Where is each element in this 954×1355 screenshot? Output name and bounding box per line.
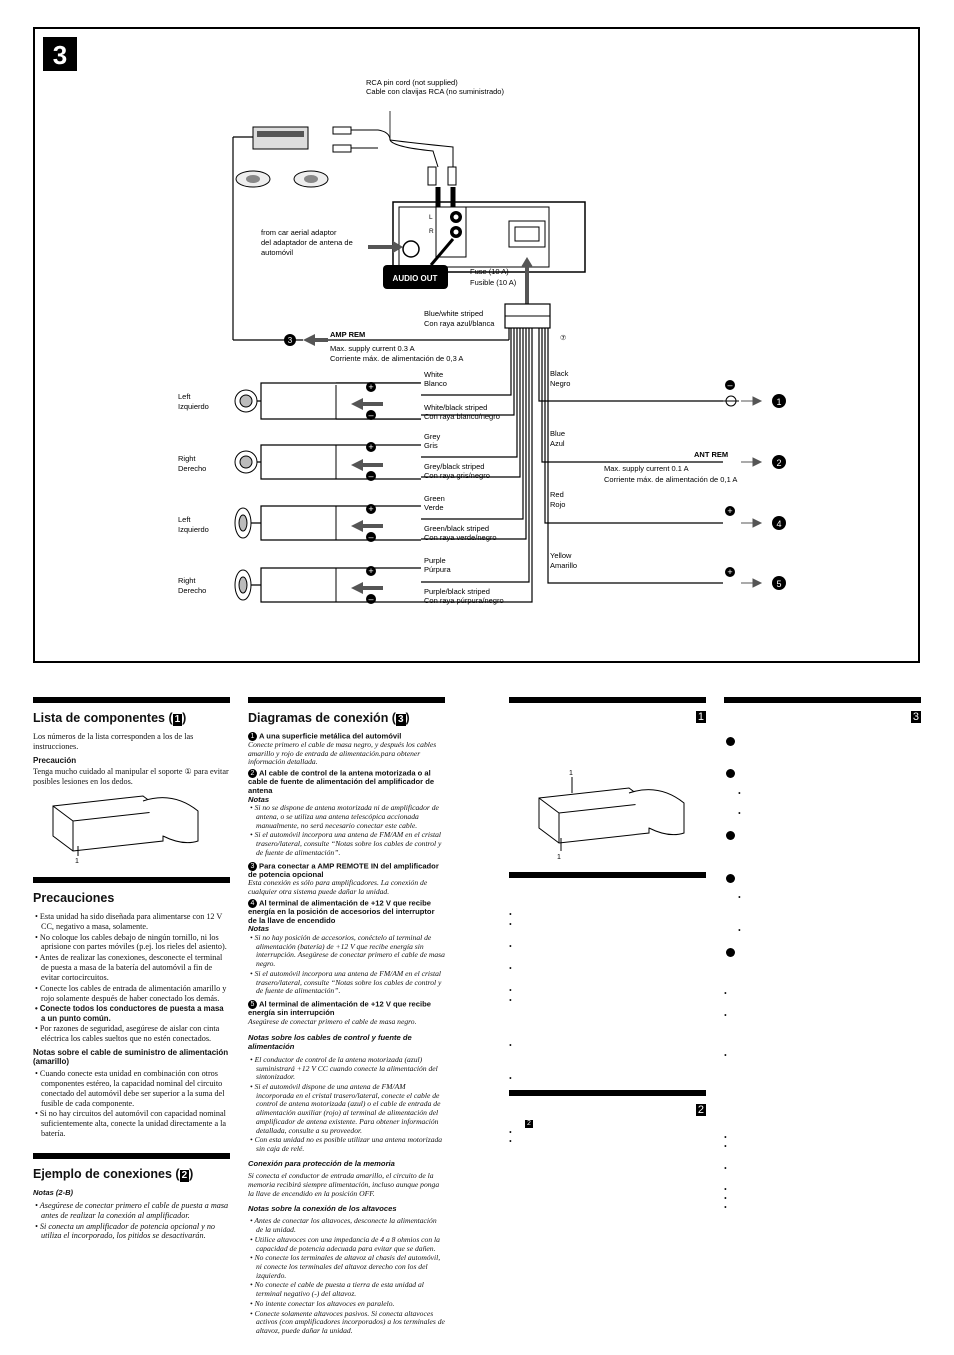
- spk-left-1-es: Izquierdo: [178, 402, 209, 411]
- nc-head: Notas sobre los cables de control y fuente de alimentación: [248, 1033, 412, 1052]
- wiring-diagram: [33, 27, 920, 663]
- amp-max-es: Corriente máx. de alimentación de 0,3 A: [330, 354, 464, 363]
- column-2: Diagramas de conexión ( 3 ) 1 A una superficie metálica del automóvil Conecte primero el cable de masa negro, y después los cables amarillo y rojo de entrada de alimentación.para obtener información detallada. 2 Al cable de control de la antena motorizada o al cable de fuente de alimentación del amplificador de antena Notas • Si no se dispone de antena motorizada ni de amplificador de antena, o se utiliza una antena telescópica accionada manualmente, no será necesario conectar este cable. • Si el automóvil incorpora una antena de FM/AM en el cristal trasero/lateral, consulte “Notas sobre los cables de control y de fuente de alimentación”. 3 Para conectar a AMP REMOTE IN del amplificador de potencia opcional Esta conexión es sólo para amplificadores. La conexión de cualquier otra sistema puede dañar la unidad. 4 Al terminal de alimentación de +12 V que recibe energía en la posición de accesorios del interruptor de la llave de encendido Notas • Si no hay posición de accesorios, conéctelo al terminal de alimentación (batería) de +12 V que recibe energía sin interrupción. Asegúrese de conectar primero el cable de masa negro. • Si el automóvil incorpora una antena de FM/AM en el cristal trasero/lateral, consulte “Notas sobre los cables de control y de fuente de alimentación”. 5 Al terminal de alimentación de +12 V que recibe energía sin interrupción Asegúrese de conectar primero el cable de masa negro. Notas sobre los cables de control y fuente de alimentación • El conductor de control de la antena motorizada (azul) suministrará +12 V CC cuando conecte la alimentación del sintonizador. • Si el automóvil dispone de una antena de FM/AM incorporada en el cristal trasero/lateral, conecte el cable de control de antena motorizada (azul) o el cable de entrada de alimentación auxiliar (rojo) al terminal de alimentación del amplificador de antena existente. Para obtener información detallada, consulte a su proveedor. • Con esta unidad no es posible utilizar una antena motorizada sin caja de relé. Conexión para protección de la memoria Si conecta el conductor de entrada amarillo, el circuito de la memoria recibirá siempre alimentación, incluso aunque ponga la llave de encendido en la posición OFF. Notas sobre la conexión de los altavoces • Antes de conectar los altavoces, desconecte la alimentación de la unidad. • Utilice altavoces con una impedancia de 4 a 8 ohmios con la capacidad de potencia adecuada para evitar que se dañen. • No conecte los terminales de altavoz al chasis del automóvil, ni conecte los terminales del altavoz derecho con los del izquierdo. • No conecte el cable de puesta a tierra de esta unidad al terminal negativo (-) del altavoz. • No intente conectar los altavoces en paralelo. • Conecte solamente altavoces pasivos. Si conecta altavoces activos (con amplificadores incorporados) a los terminales de altavoz, puede dañar la unidad.: [248, 697, 445, 1340]
- white-label: White: [424, 370, 444, 379]
- ground-bolt-icon: [723, 396, 739, 406]
- bracket-illustration-2: [509, 763, 706, 863]
- alt-head: Notas sobre la conexión de los altavoces: [248, 1203, 397, 1213]
- grey-label-es: Gris: [424, 441, 438, 450]
- black-label-es: Negro: [550, 379, 571, 388]
- ejemplo-title: Ejemplo de conexiones ( 2 ): [33, 1166, 194, 1181]
- head-unit-rear: [393, 202, 585, 272]
- diagramas-title: Diagramas de conexión ( 3 ): [248, 711, 410, 725]
- yellow-label-es: Amarillo: [550, 561, 578, 570]
- green-b-label-es: Con raya verde/negro: [424, 533, 497, 542]
- ant-rem-label: ANT REM: [694, 450, 729, 459]
- svg-text:+: +: [727, 567, 733, 577]
- notas-list: • Cuando conecte esta unidad en combinación con otros componentes estéreo, la capacidad nominal del circuito conectado del automóvil debe ser superior a la suma del fusible de cada componente. • Si no hay circuitos del automóvil con capacidad nominal suficientemente alta, conecte la unidad directamente a la batería.: [33, 1069, 230, 1139]
- spk-left-2-es: Izquierdo: [178, 525, 209, 534]
- marker-5: 5: [776, 579, 782, 589]
- rca-label: RCA pin cord (not supplied): [366, 78, 458, 87]
- black-label: Black: [550, 369, 569, 378]
- svg-text:–: –: [368, 410, 374, 420]
- svg-text:–: –: [368, 594, 374, 604]
- white-b-label-es: Con raya blanco/negro: [424, 412, 500, 421]
- column-4: 3 • • • • • • • • • • • • •: [724, 697, 921, 1223]
- marker-1: 1: [776, 397, 782, 407]
- precauciones-list: • Esta unidad ha sido diseñada para alimentarse con 12 V CC, negativo a masa, solamente. • No coloque los cables debajo de ningún tornillo, ni los aprisione con partes móviles (p.ej. los rieles del asiento). • Antes de realizar las conexiones, desconecte el terminal de puesta a masa de la batería del automóvil a fin de evitar cortocircuitos. • Conecte los cables de entrada de alimentación amarillo y rojo solamente después de haber conectado los demás. • Conecte todos los conductores de puesta a masa a un punto común. • Por razones de seguridad, asegúrese de aislar con cinta eléctrica los cables sueltos que no estén conectados.: [33, 912, 230, 1044]
- aerial-label-1: from car aerial adaptor: [261, 228, 337, 237]
- rca-plugs-icon: [333, 127, 456, 185]
- channel-l: L: [429, 214, 433, 221]
- bw-label-es: Con raya azul/blanca: [424, 319, 495, 328]
- svg-text:+: +: [368, 566, 374, 576]
- marker-2: 2: [776, 458, 782, 468]
- fig3-label-1: 1: [569, 770, 573, 777]
- ant-max-es: Corriente máx. de alimentación de 0,1 A: [604, 475, 738, 484]
- red-label: Red: [550, 490, 564, 499]
- purple-b-label-es: Con raya púrpura/negro: [424, 596, 504, 605]
- grey-b-label-es: Con raya gris/negro: [424, 471, 490, 480]
- box-2: 2: [697, 1103, 704, 1116]
- grey-label: Grey: [424, 432, 441, 441]
- svg-text:–: –: [368, 532, 374, 542]
- blue-label: Blue: [550, 429, 566, 438]
- box-3: 3: [912, 711, 919, 723]
- mem-head: Conexión para protección de la memoria: [248, 1158, 395, 1168]
- fig-label: 1: [75, 857, 79, 865]
- spk-right-1-es: Derecho: [178, 464, 207, 473]
- aerial-label-3: automóvil: [261, 248, 294, 257]
- mem-text: Si conecta el conductor de entrada amarillo, el circuito de la memoria recibirá siempre alimentación, incluso aunque ponga la llave de encendido en la posición OFF.: [248, 1171, 440, 1198]
- svg-text:+: +: [368, 382, 374, 392]
- box-1: 1: [697, 711, 704, 723]
- fuse-label-es: Fusible (10 A): [470, 278, 517, 287]
- purple-b-label: Purple/black striped: [424, 587, 490, 596]
- svg-text:–: –: [368, 471, 374, 481]
- yellow-label: Yellow: [550, 551, 572, 560]
- ant-max: Max. supply current 0.1 A: [604, 464, 689, 473]
- speaker-group-4: [235, 566, 421, 604]
- box-2-small: 2: [527, 1119, 531, 1127]
- amp-max: Max. supply current 0.3 A: [330, 344, 415, 353]
- blue-label-es: Azul: [550, 439, 565, 448]
- spk-right-2-es: Derecho: [178, 586, 207, 595]
- speaker-group-2: [235, 442, 421, 481]
- column-1: [33, 697, 230, 1245]
- marker-3: 3: [287, 336, 293, 345]
- aerial-label-2: del adaptador de antena de: [261, 238, 353, 247]
- purple-label-es: Púrpura: [424, 565, 451, 574]
- bw-label: Blue/white striped: [424, 309, 484, 318]
- green-label: Green: [424, 494, 445, 503]
- lista-title: Lista de componentes ( 1 ): [33, 711, 187, 725]
- rca-label-es: Cable con clavijas RCA (no suministrado): [366, 87, 504, 96]
- label-7: ⑦: [560, 335, 567, 342]
- speaker-group-1: [235, 382, 421, 420]
- white-label-es: Blanco: [424, 379, 447, 388]
- column-3: 1 1 1 • • • • • • • • 2 2 • •: [509, 697, 706, 1156]
- ejemplo-notas-list: • Asegúrese de conectar primero el cable de puesta a masa antes de realizar la conexión al amplificador. • Si conecta un amplificador de potencia opcional y no utiliza el incorporado, los pitidos se desactivarán.: [33, 1201, 230, 1241]
- channel-r: R: [429, 228, 434, 235]
- spk-right-1: Right: [178, 454, 196, 463]
- green-label-es: Verde: [424, 503, 444, 512]
- svg-text:+: +: [368, 504, 374, 514]
- audio-out-label: AUDIO OUT: [392, 274, 438, 283]
- fuse-label: Fuse (10 A): [470, 267, 509, 276]
- white-b-label: White/black striped: [424, 403, 488, 412]
- diagram-number: 3: [52, 40, 68, 70]
- spk-right-2: Right: [178, 576, 196, 585]
- lista-text: Los números de la lista corresponden a los de las instrucciones.: [33, 732, 194, 751]
- ejemplo-notas-head: Notas (2-B): [33, 1187, 74, 1197]
- spk-left-2: Left: [178, 515, 191, 524]
- precauciones-title: Precauciones: [33, 890, 115, 905]
- fig3-label-2: 1: [557, 854, 561, 861]
- notas-head: Notas sobre el cable de suministro de alimentación (amarillo): [33, 1047, 229, 1067]
- svg-text:+: +: [368, 442, 374, 452]
- spk-left-1: Left: [178, 392, 191, 401]
- green-b-label: Green/black striped: [424, 524, 490, 533]
- bracket-illustration: [33, 791, 203, 866]
- precaucion-head: Precaución: [33, 755, 77, 765]
- svg-text:+: +: [727, 506, 733, 516]
- grey-b-label: Grey/black striped: [424, 462, 485, 471]
- svg-text:–: –: [727, 380, 733, 390]
- red-label-es: Rojo: [550, 500, 566, 509]
- speaker-group-3: [235, 504, 421, 542]
- amp-rem-label: AMP REM: [330, 330, 366, 339]
- amplifier-icon: [236, 127, 328, 187]
- purple-label: Purple: [424, 556, 446, 565]
- marker-4: 4: [776, 519, 782, 529]
- precaucion-text: Tenga mucho cuidado al manipular el soporte ① para evitar posibles lesiones en los dedos.: [33, 767, 229, 787]
